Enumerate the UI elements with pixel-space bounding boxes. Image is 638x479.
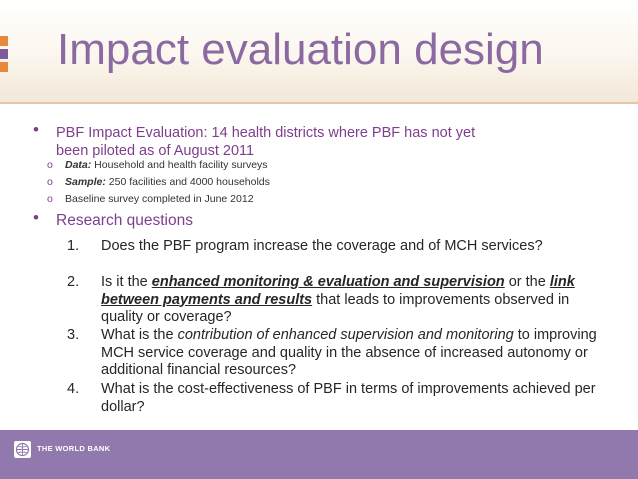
question-number: 3.: [67, 327, 80, 343]
sub-item-text: Baseline survey completed in June 2012: [65, 193, 254, 205]
sub-item-text: Household and health facility surveys: [91, 159, 268, 171]
bullet-dot: •: [33, 208, 39, 227]
sub-item-sample: [47, 175, 270, 189]
question-number: 1.: [67, 238, 80, 254]
question-text-post: to improving MCH service coverage and quality in the absence of increased autonomy or additional financial resources?: [101, 327, 597, 378]
question-number: 4.: [67, 381, 80, 397]
bullet-dot: •: [33, 120, 39, 139]
bullet-pbf-evaluation: [56, 124, 626, 160]
accent-square-bottom: [0, 62, 8, 72]
sub-marker: o: [47, 159, 53, 171]
question-1: [67, 238, 611, 256]
sub-item-label: Data:: [65, 159, 92, 171]
world-bank-logo-text: THE WORLD BANK: [37, 444, 111, 453]
question-text-post: that leads to improvements observed in quality or coverage?: [101, 291, 570, 325]
question-text-mid: or the: [504, 274, 550, 290]
sub-marker: o: [47, 193, 53, 205]
question-number: 2.: [67, 274, 80, 290]
question-4: [67, 381, 611, 416]
slide-title: Impact evaluation design: [57, 25, 544, 74]
accent-square-middle: [0, 49, 8, 59]
research-questions-heading: Research questions: [56, 212, 193, 229]
question-2: [67, 274, 611, 327]
question-3: [67, 327, 611, 380]
emphasis-contribution: contribution of enhanced supervision and monitoring: [177, 327, 514, 343]
sub-marker: o: [47, 176, 53, 188]
accent-square-top: [0, 36, 8, 46]
emphasis-monitoring: enhanced monitoring & evaluation and supervision: [151, 274, 505, 290]
sub-item-label: Sample:: [65, 176, 106, 188]
question-text-pre: What is the: [101, 327, 178, 343]
question-text: What is the cost-effectiveness of PBF in terms of improvements achieved per dollar?: [101, 381, 596, 415]
emphasis-payments-link: link between payments and results: [101, 274, 575, 308]
sub-item-text: 250 facilities and 4000 households: [105, 176, 270, 188]
question-text-pre: Is it the: [101, 274, 152, 290]
title-divider: [0, 102, 638, 104]
bullet-line: been piloted as of August 2011: [56, 143, 255, 159]
footer-bar: [0, 430, 638, 479]
bullet-line: PBF Impact Evaluation: 14 health districts where PBF has not yet: [56, 125, 476, 141]
sub-item-data: [47, 158, 268, 172]
question-text: Does the PBF program increase the coverage and of MCH services?: [101, 238, 543, 254]
sub-item-baseline: [47, 192, 254, 206]
world-bank-logo-icon: [14, 441, 31, 458]
